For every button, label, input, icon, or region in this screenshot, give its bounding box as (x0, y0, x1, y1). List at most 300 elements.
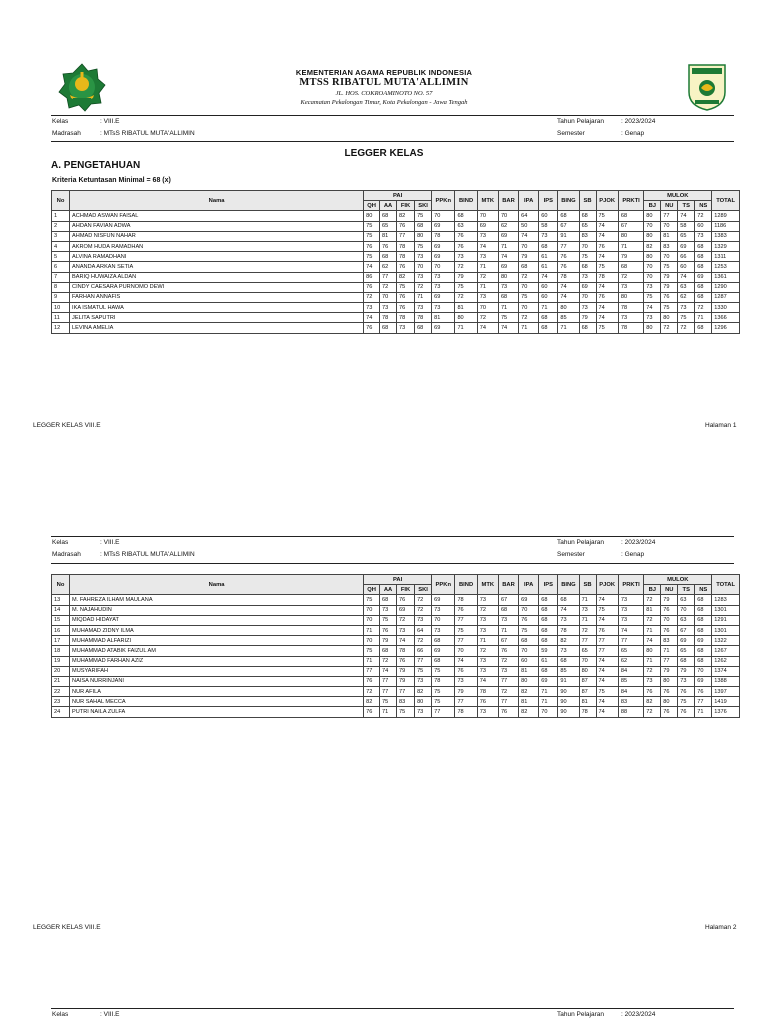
cell-bing: 67 (558, 221, 579, 231)
cell-ipa: 70 (519, 605, 539, 615)
cell-ts: 76 (678, 687, 695, 697)
cell-nama: NUR SAHAL MECCA (70, 697, 364, 707)
cell-bj: 73 (644, 676, 661, 686)
cell-bind: 71 (455, 323, 477, 333)
table-row (52, 656, 740, 666)
tahun-label: Tahun Pelajaran (557, 118, 604, 125)
cell-ski: 68 (415, 323, 432, 333)
cell-total: 1330 (712, 303, 740, 313)
cell-total: 1287 (712, 292, 740, 302)
cell-prkti: 80 (618, 292, 643, 302)
cell-bind: 70 (455, 646, 477, 656)
cell-ts: 65 (678, 231, 695, 241)
cell-no: 14 (52, 605, 70, 615)
cell-no: 24 (52, 707, 70, 717)
cell-ski: 78 (415, 313, 432, 323)
cell-no: 5 (52, 252, 70, 262)
cell-aa: 75 (380, 615, 397, 625)
table-row (52, 303, 740, 313)
cell-bing: 85 (558, 666, 579, 676)
cell-ppkn: 73 (432, 303, 455, 313)
cell-bing: 91 (558, 676, 579, 686)
table-row (52, 605, 740, 615)
cell-fik: 69 (397, 605, 415, 615)
cell-ips: 60 (539, 282, 558, 292)
col-header-ts: TS (678, 201, 695, 211)
cell-bind: 77 (455, 615, 477, 625)
cell-no: 7 (52, 272, 70, 282)
cell-ipa: 71 (519, 323, 539, 333)
cell-qh: 80 (364, 211, 380, 221)
cell-ips: 71 (539, 697, 558, 707)
cell-bj: 73 (644, 282, 661, 292)
cell-mtk: 70 (477, 211, 498, 221)
cell-ski: 72 (415, 636, 432, 646)
cell-bar: 77 (498, 697, 518, 707)
col-header-ski: SKI (415, 201, 432, 211)
cell-prkti: 67 (618, 221, 643, 231)
cell-nama: JELITA SAPUTRI (70, 313, 364, 323)
col-header-sb: SB (579, 191, 596, 211)
cell-ns: 69 (695, 676, 712, 686)
cell-aa: 72 (380, 282, 397, 292)
cell-bar: 71 (498, 241, 518, 251)
cell-qh: 76 (364, 676, 380, 686)
cell-ips: 68 (539, 615, 558, 625)
cell-ips: 61 (539, 656, 558, 666)
cell-prkti: 71 (618, 241, 643, 251)
col-header-bing: BING (558, 575, 579, 595)
cell-prkti: 73 (618, 282, 643, 292)
cell-nu: 79 (661, 272, 678, 282)
cell-total: 1361 (712, 272, 740, 282)
cell-ts: 63 (678, 615, 695, 625)
cell-nu: 80 (661, 676, 678, 686)
cell-fik: 72 (397, 615, 415, 625)
cell-bing: 82 (558, 636, 579, 646)
cell-no: 21 (52, 676, 70, 686)
cell-fik: 77 (397, 687, 415, 697)
cell-ppkn: 73 (432, 282, 455, 292)
cell-qh: 70 (364, 615, 380, 625)
cell-mtk: 73 (477, 656, 498, 666)
cell-nu: 70 (661, 221, 678, 231)
cell-aa: 72 (380, 656, 397, 666)
table-row (52, 231, 740, 241)
cell-prkti: 83 (618, 697, 643, 707)
cell-qh: 71 (364, 656, 380, 666)
cell-ipa: 50 (519, 221, 539, 231)
cell-ipa: 64 (519, 211, 539, 221)
cell-bar: 75 (498, 313, 518, 323)
col-header-qh: QH (364, 585, 380, 595)
cell-ski: 72 (415, 595, 432, 605)
cell-ipa: 68 (519, 636, 539, 646)
cell-sb: 68 (579, 323, 596, 333)
cell-prkti: 73 (618, 615, 643, 625)
kelas-value: : VIII.E (100, 118, 120, 125)
kelas-value: : VIII.E (100, 539, 120, 546)
cell-ips: 68 (539, 595, 558, 605)
cell-ppkn: 70 (432, 615, 455, 625)
madrasah-label: Madrasah (52, 130, 81, 137)
cell-ns: 73 (695, 231, 712, 241)
cell-bing: 68 (558, 211, 579, 221)
cell-ipa: 75 (519, 292, 539, 302)
col-header-no: No (52, 191, 70, 211)
cell-bj: 74 (644, 303, 661, 313)
cell-ipa: 81 (519, 697, 539, 707)
cell-ipa: 69 (519, 595, 539, 605)
cell-nama: AHDAN FAVIAN ADWA (70, 221, 364, 231)
col-header-ips: IPS (539, 191, 558, 211)
cell-ppkn: 69 (432, 241, 455, 251)
cell-bar: 77 (498, 676, 518, 686)
cell-nu: 71 (661, 646, 678, 656)
cell-bar: 69 (498, 231, 518, 241)
cell-prkti: 78 (618, 323, 643, 333)
col-header-prkti: PRKTI (618, 191, 643, 211)
cell-ppkn: 77 (432, 707, 455, 717)
col-header-pai: PAI (364, 191, 432, 201)
cell-prkti: 77 (618, 636, 643, 646)
col-header-pjok: PJOK (596, 575, 618, 595)
cell-total: 1262 (712, 656, 740, 666)
cell-pjok: 77 (596, 646, 618, 656)
cell-ns: 71 (695, 707, 712, 717)
cell-no: 20 (52, 666, 70, 676)
cell-nu: 81 (661, 231, 678, 241)
cell-aa: 68 (380, 595, 397, 605)
col-header-fik: FIK (397, 585, 415, 595)
cell-bing: 68 (558, 656, 579, 666)
cell-nu: 76 (661, 707, 678, 717)
cell-ts: 58 (678, 221, 695, 231)
table-row (52, 241, 740, 251)
cell-ts: 60 (678, 262, 695, 272)
cell-aa: 75 (380, 697, 397, 707)
semester-value: : Genap (621, 551, 645, 558)
cell-ns: 68 (695, 625, 712, 635)
cell-ipa: 79 (519, 252, 539, 262)
cell-nama: LEVINA AMELIA (70, 323, 364, 333)
cell-ppkn: 75 (432, 666, 455, 676)
cell-prkti: 84 (618, 687, 643, 697)
cell-bind: 76 (455, 241, 477, 251)
cell-ipa: 70 (519, 303, 539, 313)
page-3-top-divider (51, 1008, 734, 1009)
cell-sb: 71 (579, 615, 596, 625)
table-row (52, 313, 740, 323)
cell-total: 1383 (712, 231, 740, 241)
col-header-total: TOTAL (712, 191, 740, 211)
cell-ips: 74 (539, 272, 558, 282)
cell-pjok: 75 (596, 262, 618, 272)
table-row (52, 211, 740, 221)
cell-ns: 69 (695, 636, 712, 646)
col-header-bind: BIND (455, 191, 477, 211)
cell-ppkn: 70 (432, 211, 455, 221)
cell-ski: 70 (415, 262, 432, 272)
cell-nu: 75 (661, 303, 678, 313)
cell-sb: 78 (579, 707, 596, 717)
cell-bing: 73 (558, 646, 579, 656)
table-row (52, 687, 740, 697)
cell-sb: 70 (579, 656, 596, 666)
cell-bind: 63 (455, 221, 477, 231)
col-header-total: TOTAL (712, 575, 740, 595)
cell-no: 2 (52, 221, 70, 231)
cell-ppkn: 69 (432, 221, 455, 231)
col-header-bar: BAR (498, 191, 518, 211)
cell-fik: 82 (397, 272, 415, 282)
cell-prkti: 62 (618, 656, 643, 666)
cell-bing: 74 (558, 282, 579, 292)
cell-total: 1397 (712, 687, 740, 697)
cell-bj: 80 (644, 646, 661, 656)
cell-bing: 78 (558, 625, 579, 635)
cell-nama: MUHAMMAD ALFARIZI (70, 636, 364, 646)
cell-qh: 75 (364, 231, 380, 241)
cell-prkti: 84 (618, 666, 643, 676)
cell-ski: 73 (415, 707, 432, 717)
school-name: MTSS RIBATUL MUTA'ALLIMIN (299, 77, 469, 88)
cell-no: 15 (52, 615, 70, 625)
cell-ski: 73 (415, 303, 432, 313)
cell-bj: 70 (644, 272, 661, 282)
table-row (52, 625, 740, 635)
cell-mtk: 71 (477, 282, 498, 292)
cell-total: 1311 (712, 252, 740, 262)
cell-ns: 76 (695, 687, 712, 697)
cell-bind: 77 (455, 697, 477, 707)
cell-bar: 67 (498, 636, 518, 646)
col-header-nu: NU (661, 201, 678, 211)
cell-bj: 80 (644, 252, 661, 262)
cell-nama: MIQDAD HIDAYAT (70, 615, 364, 625)
madrasah-value: : MTsS RIBATUL MUTA'ALLIMIN (100, 551, 195, 558)
cell-nama: MUHAMAD ZIDNY ILMA (70, 625, 364, 635)
cell-pjok: 77 (596, 636, 618, 646)
cell-bar: 74 (498, 252, 518, 262)
cell-aa: 76 (380, 625, 397, 635)
cell-aa: 77 (380, 676, 397, 686)
cell-ns: 77 (695, 697, 712, 707)
cell-ts: 79 (678, 666, 695, 676)
cell-ns: 68 (695, 282, 712, 292)
cell-nama: CINDY CAESARA PURNOMO DEWI (70, 282, 364, 292)
cell-ppkn: 70 (432, 262, 455, 272)
col-header-aa: AA (380, 201, 397, 211)
cell-nu: 76 (661, 605, 678, 615)
cell-fik: 74 (397, 636, 415, 646)
cell-ns: 68 (695, 605, 712, 615)
cell-sb: 83 (579, 231, 596, 241)
cell-ski: 73 (415, 615, 432, 625)
cell-total: 1301 (712, 605, 740, 615)
cell-ns: 68 (695, 646, 712, 656)
cell-ips: 58 (539, 221, 558, 231)
cell-total: 1322 (712, 636, 740, 646)
cell-fik: 76 (397, 292, 415, 302)
cell-bar: 70 (498, 211, 518, 221)
cell-ipa: 72 (519, 313, 539, 323)
cell-ts: 63 (678, 282, 695, 292)
cell-no: 13 (52, 595, 70, 605)
cell-sb: 79 (579, 313, 596, 323)
table-row (52, 595, 740, 605)
cell-aa: 65 (380, 221, 397, 231)
cell-ski: 71 (415, 292, 432, 302)
cell-bj: 82 (644, 697, 661, 707)
cell-bar: 76 (498, 646, 518, 656)
cell-sb: 71 (579, 595, 596, 605)
cell-ts: 76 (678, 707, 695, 717)
cell-total: 1289 (712, 211, 740, 221)
cell-pjok: 76 (596, 625, 618, 635)
cell-bar: 73 (498, 666, 518, 676)
cell-ips: 60 (539, 292, 558, 302)
cell-ppkn: 78 (432, 676, 455, 686)
col-header-ppkn: PPKn (432, 575, 455, 595)
cell-bind: 80 (455, 313, 477, 323)
cell-bj: 80 (644, 323, 661, 333)
cell-fik: 73 (397, 625, 415, 635)
cell-bar: 67 (498, 595, 518, 605)
cell-ips: 68 (539, 313, 558, 323)
cell-nu: 70 (661, 252, 678, 262)
cell-ips: 61 (539, 252, 558, 262)
col-header-nama: Nama (70, 191, 364, 211)
cell-fik: 78 (397, 313, 415, 323)
cell-ts: 74 (678, 211, 695, 221)
cell-ns: 70 (695, 666, 712, 676)
cell-ns: 68 (695, 292, 712, 302)
cell-ns: 72 (695, 211, 712, 221)
cell-fik: 78 (397, 646, 415, 656)
cell-nu: 83 (661, 636, 678, 646)
cell-nama: BARIQ HUWAIZA ALDAN (70, 272, 364, 282)
kelas-label: Kelas (52, 539, 69, 546)
cell-ips: 68 (539, 241, 558, 251)
cell-ski: 80 (415, 231, 432, 241)
cell-ts: 69 (678, 636, 695, 646)
cell-prkti: 80 (618, 231, 643, 241)
cell-bar: 71 (498, 303, 518, 313)
cell-mtk: 76 (477, 697, 498, 707)
cell-no: 1 (52, 211, 70, 221)
cell-pjok: 74 (596, 252, 618, 262)
cell-mtk: 73 (477, 252, 498, 262)
cell-pjok: 74 (596, 231, 618, 241)
cell-ppkn: 75 (432, 697, 455, 707)
cell-bind: 78 (455, 595, 477, 605)
cell-bar: 72 (498, 687, 518, 697)
cell-total: 1376 (712, 707, 740, 717)
section-heading: A. PENGETAHUAN (51, 160, 141, 171)
cell-mtk: 72 (477, 605, 498, 615)
table-row (52, 707, 740, 717)
cell-ppkn: 69 (432, 323, 455, 333)
table-row (52, 666, 740, 676)
cell-ips: 71 (539, 687, 558, 697)
table-row (52, 282, 740, 292)
cell-mtk: 71 (477, 636, 498, 646)
cell-mtk: 73 (477, 707, 498, 717)
cell-nu: 76 (661, 687, 678, 697)
cell-ski: 72 (415, 282, 432, 292)
col-header-ppkn: PPKn (432, 191, 455, 211)
cell-bing: 85 (558, 313, 579, 323)
cell-total: 1366 (712, 313, 740, 323)
table-row (52, 323, 740, 333)
cell-ppkn: 73 (432, 625, 455, 635)
cell-ppkn: 75 (432, 687, 455, 697)
cell-ns: 72 (695, 303, 712, 313)
kelas-label: Kelas (52, 118, 69, 125)
cell-ski: 75 (415, 241, 432, 251)
cell-ski: 66 (415, 646, 432, 656)
cell-bar: 71 (498, 625, 518, 635)
cell-bing: 76 (558, 262, 579, 272)
cell-bar: 68 (498, 292, 518, 302)
cell-ppkn: 68 (432, 656, 455, 666)
cell-no: 17 (52, 636, 70, 646)
cell-prkti: 68 (618, 211, 643, 221)
school-address: JL. HOS. COKROAMINOTO NO. 57 (335, 90, 433, 97)
cell-qh: 82 (364, 697, 380, 707)
col-header-bar: BAR (498, 575, 518, 595)
col-header-no: No (52, 575, 70, 595)
cell-no: 9 (52, 292, 70, 302)
cell-bj: 80 (644, 211, 661, 221)
semester-label: Semester (557, 130, 585, 137)
cell-nu: 79 (661, 666, 678, 676)
cell-total: 1186 (712, 221, 740, 231)
cell-qh: 72 (364, 292, 380, 302)
cell-ts: 69 (678, 241, 695, 251)
cell-bj: 72 (644, 615, 661, 625)
col-header-mulok: MULOK (644, 191, 712, 201)
cell-bind: 75 (455, 625, 477, 635)
col-header-bind: BIND (455, 575, 477, 595)
col-header-sb: SB (579, 575, 596, 595)
cell-mtk: 72 (477, 646, 498, 656)
cell-qh: 86 (364, 272, 380, 282)
cell-mtk: 74 (477, 241, 498, 251)
cell-bing: 77 (558, 241, 579, 251)
cell-aa: 77 (380, 687, 397, 697)
cell-pjok: 74 (596, 666, 618, 676)
cell-ski: 73 (415, 676, 432, 686)
info-divider (51, 141, 734, 142)
cell-qh: 70 (364, 605, 380, 615)
cell-fik: 75 (397, 707, 415, 717)
cell-aa: 68 (380, 646, 397, 656)
cell-mtk: 73 (477, 231, 498, 241)
cell-pjok: 74 (596, 282, 618, 292)
table-row (52, 252, 740, 262)
cell-ts: 70 (678, 605, 695, 615)
cell-prkti: 73 (618, 595, 643, 605)
ledger-table-page-2 (51, 574, 740, 718)
cell-prkti: 85 (618, 676, 643, 686)
cell-ipa: 60 (519, 656, 539, 666)
cell-pjok: 74 (596, 303, 618, 313)
cell-aa: 74 (380, 666, 397, 676)
cell-fik: 78 (397, 241, 415, 251)
col-header-ipa: IPA (519, 575, 539, 595)
